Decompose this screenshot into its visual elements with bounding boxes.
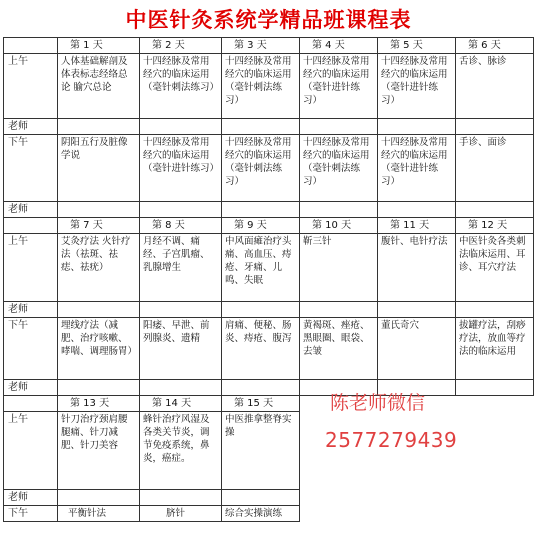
course-cell: 中风面瘫治疗头痛、高血压、痔疮、牙痛、儿鸣、失眠 [222,234,300,302]
course-cell: 靳三针 [300,234,378,302]
course-cell: 舌诊、脉诊 [456,54,534,119]
week1-morning-row [4,54,534,119]
course-cell: 十四经脉及常用经穴的临床运用（毫针进针练习） [378,54,456,119]
week2-teacher-row-2 [4,380,534,396]
row-label-afternoon: 下午 [4,318,58,380]
course-cell: 阴阳五行及脏像学说 [58,135,140,202]
course-cell: 拔罐疗法，刮痧疗法，放血等疗法的临床运用 [456,318,534,380]
week1-teacher-row [4,119,534,135]
corner-cell [4,218,58,234]
course-cell: 平衡针法 [58,506,140,522]
day-header: 第 7 天 [58,218,140,234]
course-cell: 十四经脉及常用经穴的临床运用（毫针刺法练习） [222,54,300,119]
corner-cell [4,396,58,412]
corner-cell [4,38,58,54]
day-header: 第 12 天 [456,218,534,234]
course-cell: 十四经脉及常用经穴的临床运用（毫针进针练习） [140,135,222,202]
course-cell: 综合实操演练 [222,506,300,522]
week3-afternoon-row [4,506,534,522]
week2-teacher-row [4,302,534,318]
week1-afternoon-row [4,135,534,202]
row-label-morning: 上午 [4,234,58,302]
row-label-afternoon: 下午 [4,135,58,202]
row-label-teacher: 老师 [4,119,58,135]
day-header: 第 13 天 [58,396,140,412]
course-cell: 脐针 [140,506,222,522]
course-cell: 十四经脉及常用经穴的临床运用（毫针刺法练习） [222,135,300,202]
course-cell: 十四经脉及常用经穴的临床运用（毫针进针练习） [378,135,456,202]
day-header: 第 1 天 [58,38,140,54]
week3-teacher-row [4,490,534,506]
day-header: 第 8 天 [140,218,222,234]
course-cell: 肩痛、便秘、肠炎、痔疮、腹泻 [222,318,300,380]
course-cell: 十四经脉及常用经穴的临床运用（毫针进针练习） [300,54,378,119]
day-header: 第 4 天 [300,38,378,54]
course-cell: 埋线疗法（减肥、治疗咳嗽、哮喘、调理肠胃） [58,318,140,380]
day-header: 第 14 天 [140,396,222,412]
row-label-teacher: 老师 [4,490,58,506]
wechat-watermark: 陈老师微信 [330,392,426,414]
course-cell: 蜂针治疗风湿及各类关节炎，调节免疫系统，鼻炎，癌症。 [140,412,222,490]
day-header: 第 15 天 [222,396,300,412]
course-cell: 董氏奇穴 [378,318,456,380]
row-label-teacher: 老师 [4,302,58,318]
day-header: 第 2 天 [140,38,222,54]
day-header: 第 5 天 [378,38,456,54]
week2-header-row [4,218,534,234]
course-cell: 黄褐斑、痤疮、黑眼圈、眼袋、去皱 [300,318,378,380]
course-cell: 阳痿、早泄、前列腺炎、遗精 [140,318,222,380]
course-cell: 手诊、面诊 [456,135,534,202]
course-cell: 腹针、电针疗法 [378,234,456,302]
day-header: 第 6 天 [456,38,534,54]
row-label-teacher: 老师 [4,202,58,218]
week2-afternoon-row [4,318,534,380]
course-cell: 中医推拿整脊实操 [222,412,300,490]
page-title: 中医针灸系统学精品班课程表 [125,7,412,32]
day-header: 第 9 天 [222,218,300,234]
week1-teacher-row-2 [4,202,534,218]
row-label-morning: 上午 [4,412,58,490]
day-header: 第 3 天 [222,38,300,54]
row-label-teacher: 老师 [4,380,58,396]
row-label-afternoon: 下午 [4,506,58,522]
course-cell: 人体基础解剖及体表标志经络总论 腧穴总论 [58,54,140,119]
course-cell: 针刀治疗颈肩腰腿痛、针刀减肥、针刀美容 [58,412,140,490]
week2-morning-row [4,234,534,302]
row-label-morning: 上午 [4,54,58,119]
week3-header-row [4,396,534,412]
course-cell: 中医针灸各类刺法临床运用、耳诊、耳穴疗法 [456,234,534,302]
week1-header-row [4,38,534,54]
course-cell: 月经不调、痛经、子宫肌瘤、乳腺增生 [140,234,222,302]
course-cell: 十四经脉及常用经穴的临床运用（毫针刺法练习） [140,54,222,119]
wechat-id-watermark: 2577279439 [325,428,458,452]
course-cell: 十四经脉及常用经穴的临床运用（毫针刺法练习） [300,135,378,202]
course-cell: 艾灸疗法 火针疗法（祛斑、祛痣、祛疣） [58,234,140,302]
day-header: 第 11 天 [378,218,456,234]
day-header: 第 10 天 [300,218,378,234]
